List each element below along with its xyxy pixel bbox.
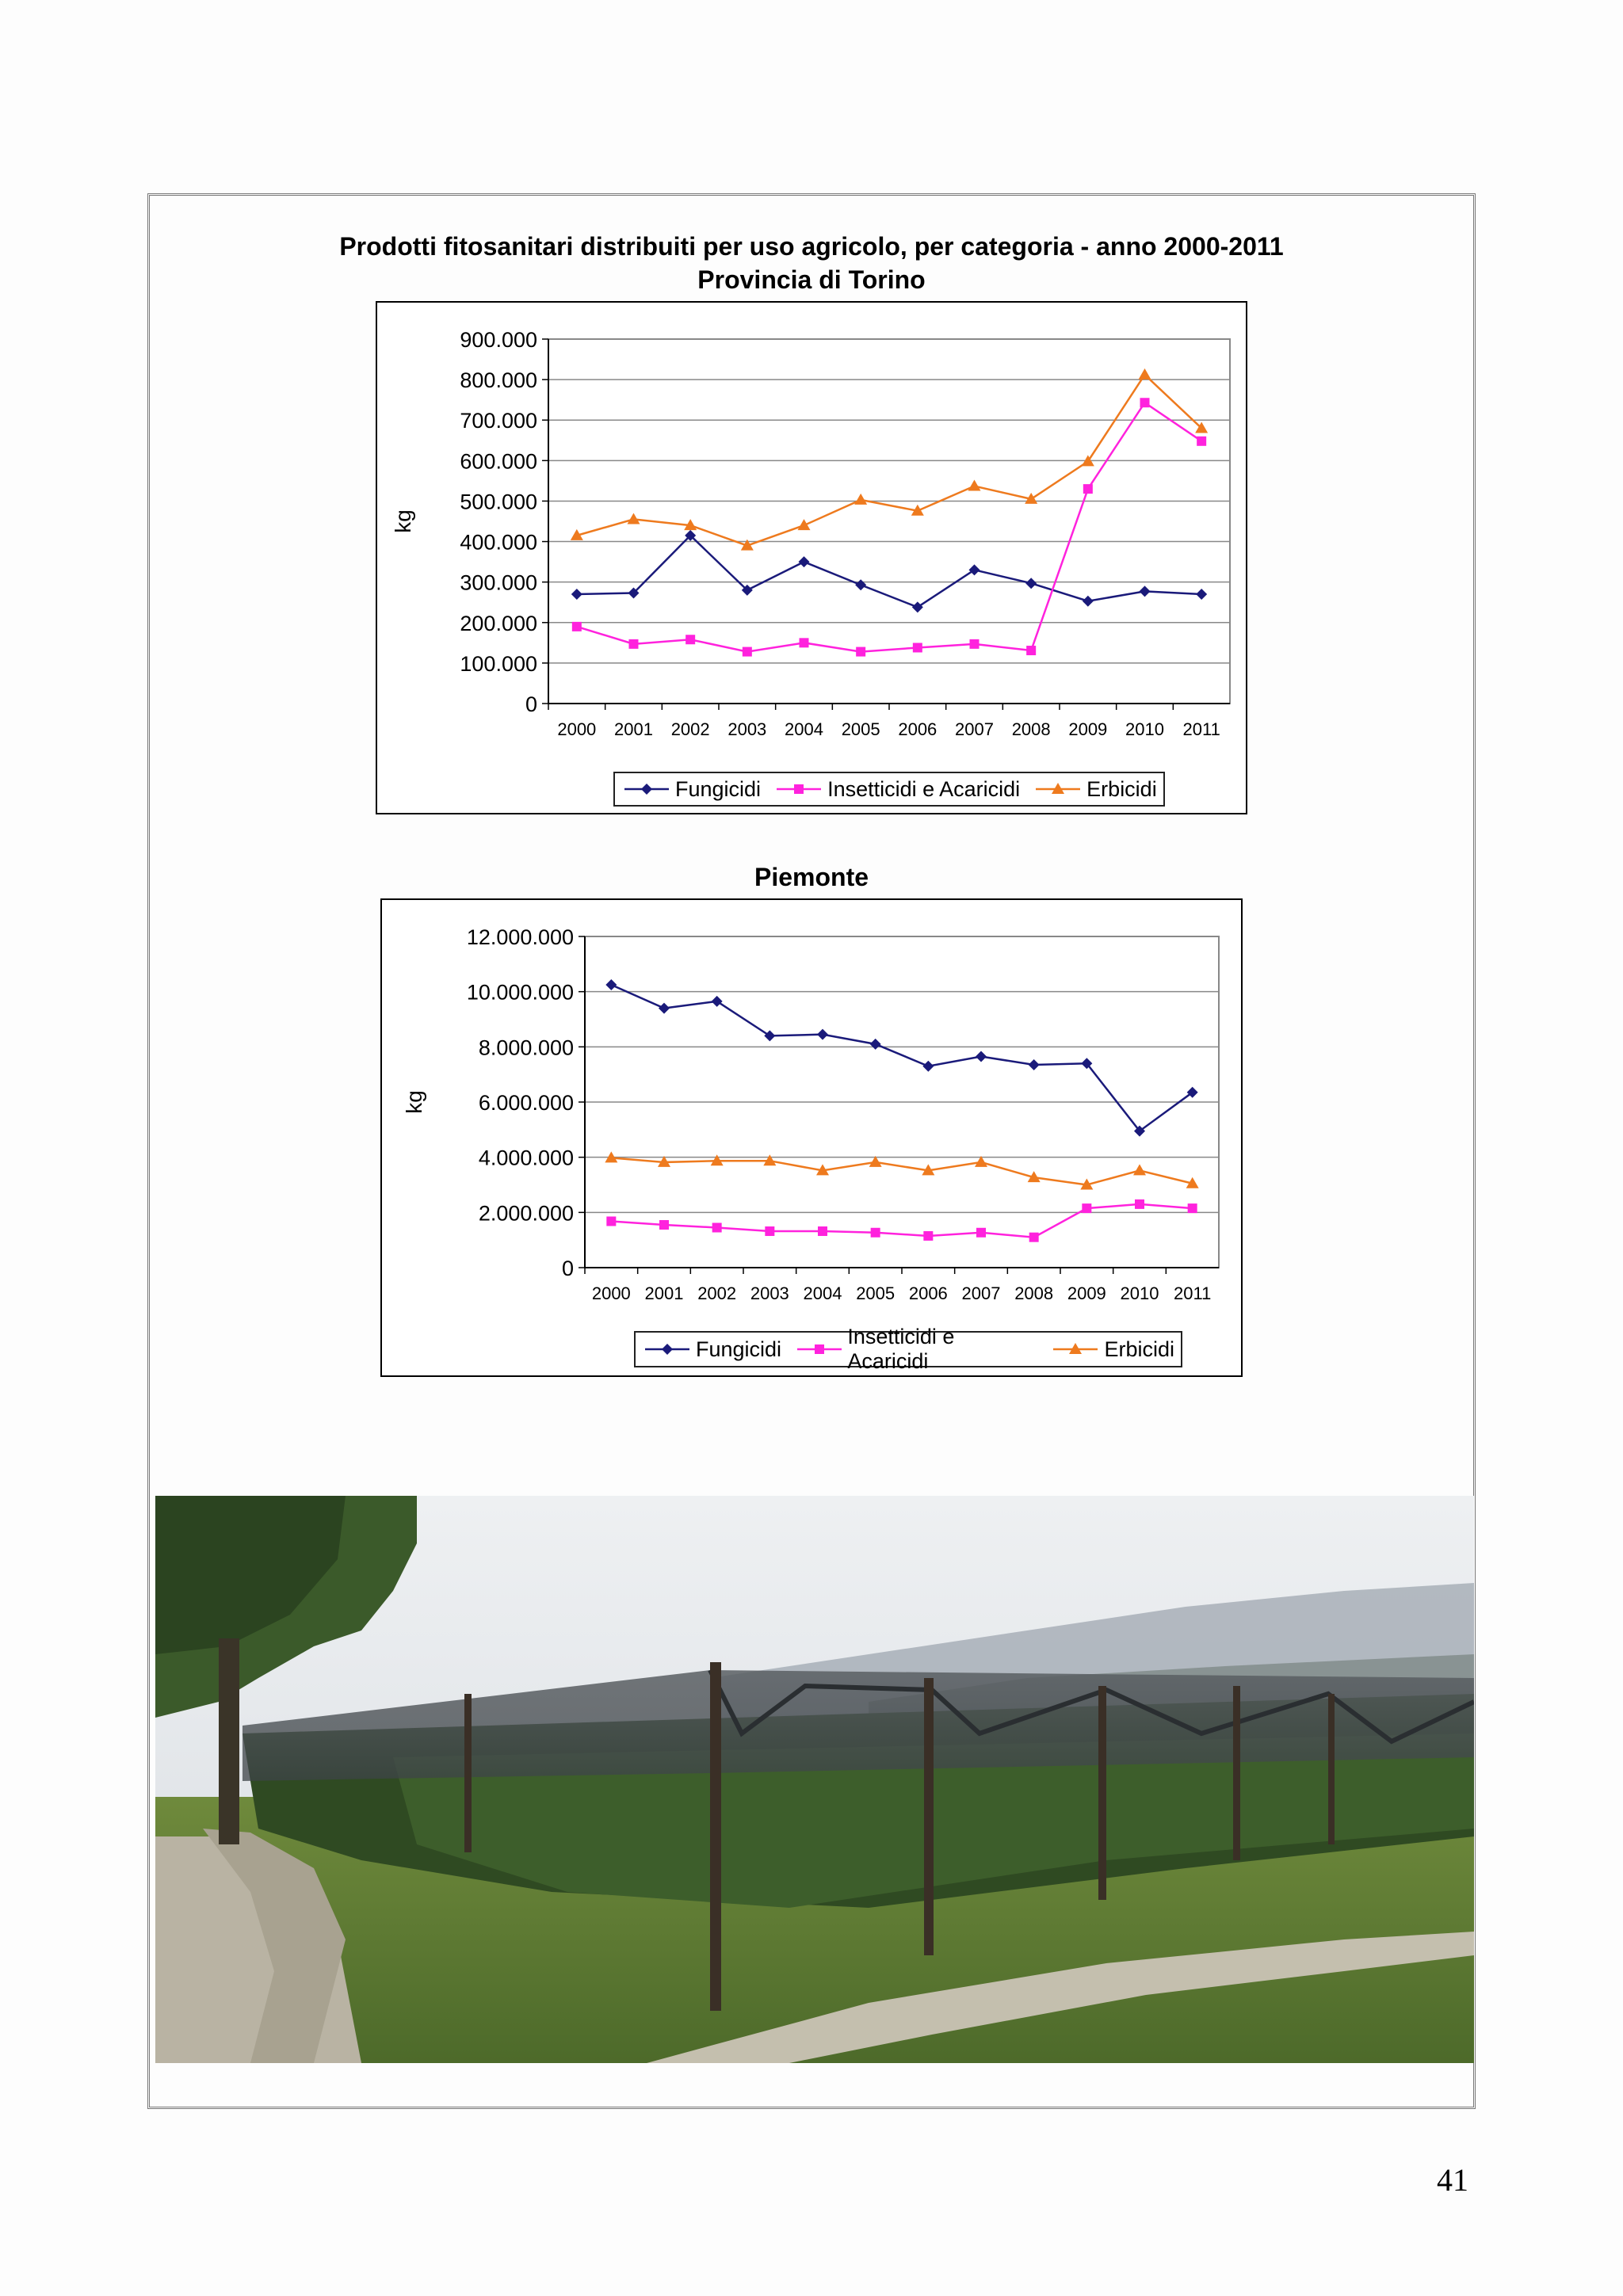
chart2-series-1-point xyxy=(765,1226,774,1236)
chart1-series-1-point xyxy=(1197,437,1206,446)
chart1-plot xyxy=(377,303,1249,816)
chart1-title xyxy=(147,230,1476,296)
chart2-series-1-point xyxy=(818,1226,827,1236)
chart1-xtick-label: 2001 xyxy=(614,719,653,739)
chart1-series-1-point xyxy=(629,639,639,649)
chart1-ytick-label: 600.000 xyxy=(460,449,537,474)
chart2-ytick-label: 12.000.000 xyxy=(466,925,574,949)
chart2-legend-label: Erbicidi xyxy=(1104,1337,1174,1361)
chart2-series-1-point xyxy=(659,1220,669,1230)
chart1-xtick-label: 2011 xyxy=(1182,719,1220,739)
chart1-xtick-label: 2005 xyxy=(841,719,880,739)
chart1-legend-label: Insetticidi e Acaricidi xyxy=(827,776,1021,801)
chart1-legend-swatch xyxy=(775,781,823,797)
chart2-ytick-label: 8.000.000 xyxy=(478,1035,574,1060)
chart1-series-1-point xyxy=(970,639,980,649)
chart1-title-line2: Provincia di Torino xyxy=(697,265,926,294)
chart1-ytick-label: 900.000 xyxy=(460,328,537,352)
orchard-photo xyxy=(155,1496,1474,2063)
chart2-xtick-label: 2009 xyxy=(1067,1283,1106,1303)
chart2-series-1-point xyxy=(1029,1233,1039,1242)
chart2-legend xyxy=(634,1325,1182,1373)
chart1-xtick-label: 2006 xyxy=(898,719,938,739)
chart2-legend-swatch xyxy=(1052,1341,1099,1357)
chart1-xtick-label: 2009 xyxy=(1068,719,1108,739)
chart1-series-1-point xyxy=(1083,484,1093,494)
chart1-ytick-label: 300.000 xyxy=(460,570,537,595)
chart2-series-1-point xyxy=(976,1228,986,1238)
chart2-xtick-label: 2006 xyxy=(908,1283,948,1303)
chart2-container xyxy=(380,898,1243,1377)
chart1-xtick-label: 2000 xyxy=(557,719,597,739)
chart2-xtick-label: 2010 xyxy=(1120,1283,1159,1303)
chart1-xtick-label: 2004 xyxy=(785,719,823,739)
chart2-title: Piemonte xyxy=(754,863,869,891)
chart2-legend-swatch xyxy=(643,1341,691,1357)
chart1-xtick-label: 2008 xyxy=(1011,719,1051,739)
chart2-xtick-label: 2008 xyxy=(1014,1283,1054,1303)
chart2-series-1-point xyxy=(923,1231,933,1241)
chart1-ytick-label: 500.000 xyxy=(460,490,537,514)
chart1-ytick-label: 200.000 xyxy=(460,611,537,635)
chart1-legend-swatch xyxy=(1034,781,1082,797)
chart1-legend-marker xyxy=(794,784,804,794)
chart2-xtick-label: 2002 xyxy=(697,1283,737,1303)
chart2-xtick-label: 2001 xyxy=(644,1283,684,1303)
chart2-xtick-label: 2011 xyxy=(1174,1283,1212,1303)
chart1-xtick-label: 2003 xyxy=(727,719,767,739)
chart2-xtick-label: 2005 xyxy=(856,1283,896,1303)
chart2-plot xyxy=(382,900,1244,1379)
chart2-legend-item xyxy=(643,1337,781,1362)
chart2-ytick-label: 0 xyxy=(561,1257,574,1280)
chart1-series-1-point xyxy=(1140,398,1150,407)
chart1-legend-item xyxy=(1034,777,1157,802)
chart1-legend-label: Fungicidi xyxy=(675,776,762,801)
chart1-ytick-label: 400.000 xyxy=(460,530,537,555)
chart2-ytick-label: 2.000.000 xyxy=(478,1201,574,1226)
chart1-xtick-label: 2007 xyxy=(955,719,994,739)
chart2-xtick-label: 2003 xyxy=(750,1283,789,1303)
chart1-series-1-point xyxy=(743,647,752,657)
chart1-legend-item xyxy=(623,777,761,802)
chart2-xtick-label: 2004 xyxy=(803,1283,842,1303)
chart2-xtick-label: 2007 xyxy=(961,1283,1001,1303)
chart2-legend-swatch xyxy=(796,1341,842,1357)
chart1-series-1-point xyxy=(856,647,865,657)
chart1-legend xyxy=(613,772,1165,807)
chart2-legend-marker xyxy=(815,1344,824,1354)
chart1-ytick-label: 0 xyxy=(525,692,537,716)
chart1-series-1-point xyxy=(913,643,922,652)
chart2-series-1-point xyxy=(606,1216,616,1226)
chart1-series-1-point xyxy=(800,638,809,647)
chart1-legend-marker xyxy=(641,784,652,795)
chart2-series-1-point xyxy=(712,1222,722,1232)
chart2-legend-label: Insetticidi e Acaricidi xyxy=(847,1325,955,1373)
chart2-ytick-label: 4.000.000 xyxy=(478,1146,574,1170)
chart1-series-1-point xyxy=(1026,646,1036,655)
chart2-series-1-point xyxy=(871,1228,880,1238)
chart1-ytick-label: 800.000 xyxy=(460,368,537,393)
chart1-legend-swatch xyxy=(623,781,670,797)
chart1-ylabel: kg xyxy=(391,509,415,533)
chart2-xtick-label: 2000 xyxy=(591,1283,631,1303)
chart1-legend-label: Erbicidi xyxy=(1086,776,1157,801)
chart2-legend-label: Fungicidi xyxy=(696,1337,782,1361)
chart1-xtick-label: 2010 xyxy=(1125,719,1164,739)
chart1-legend-item xyxy=(775,777,1020,802)
chart2-ylabel: kg xyxy=(402,1090,426,1114)
chart1-series-1-point xyxy=(685,635,695,644)
chart2-legend-item xyxy=(1052,1337,1174,1362)
chart1-container xyxy=(376,301,1247,814)
chart2-ytick-label: 6.000.000 xyxy=(478,1091,574,1115)
chart1-ytick-label: 700.000 xyxy=(460,409,537,433)
chart1-title-line1: Prodotti fitosanitari distribuiti per uso agricolo, per categoria - anno 2000-2011 xyxy=(339,232,1284,261)
chart2-series-1-point xyxy=(1135,1199,1144,1209)
chart2-legend-marker xyxy=(662,1344,673,1355)
chart2-ytick-label: 10.000.000 xyxy=(466,980,574,1005)
chart2-series-1-point xyxy=(1188,1203,1197,1213)
chart2-legend-item xyxy=(796,1325,1037,1374)
chart2-series-1-point xyxy=(1082,1203,1091,1213)
chart1-ytick-label: 100.000 xyxy=(460,651,537,676)
page-number: 41 xyxy=(1437,2162,1468,2198)
orchard-photo-image xyxy=(155,1496,1474,2063)
chart1-series-1-point xyxy=(572,622,582,631)
chart1-xtick-label: 2002 xyxy=(670,719,710,739)
